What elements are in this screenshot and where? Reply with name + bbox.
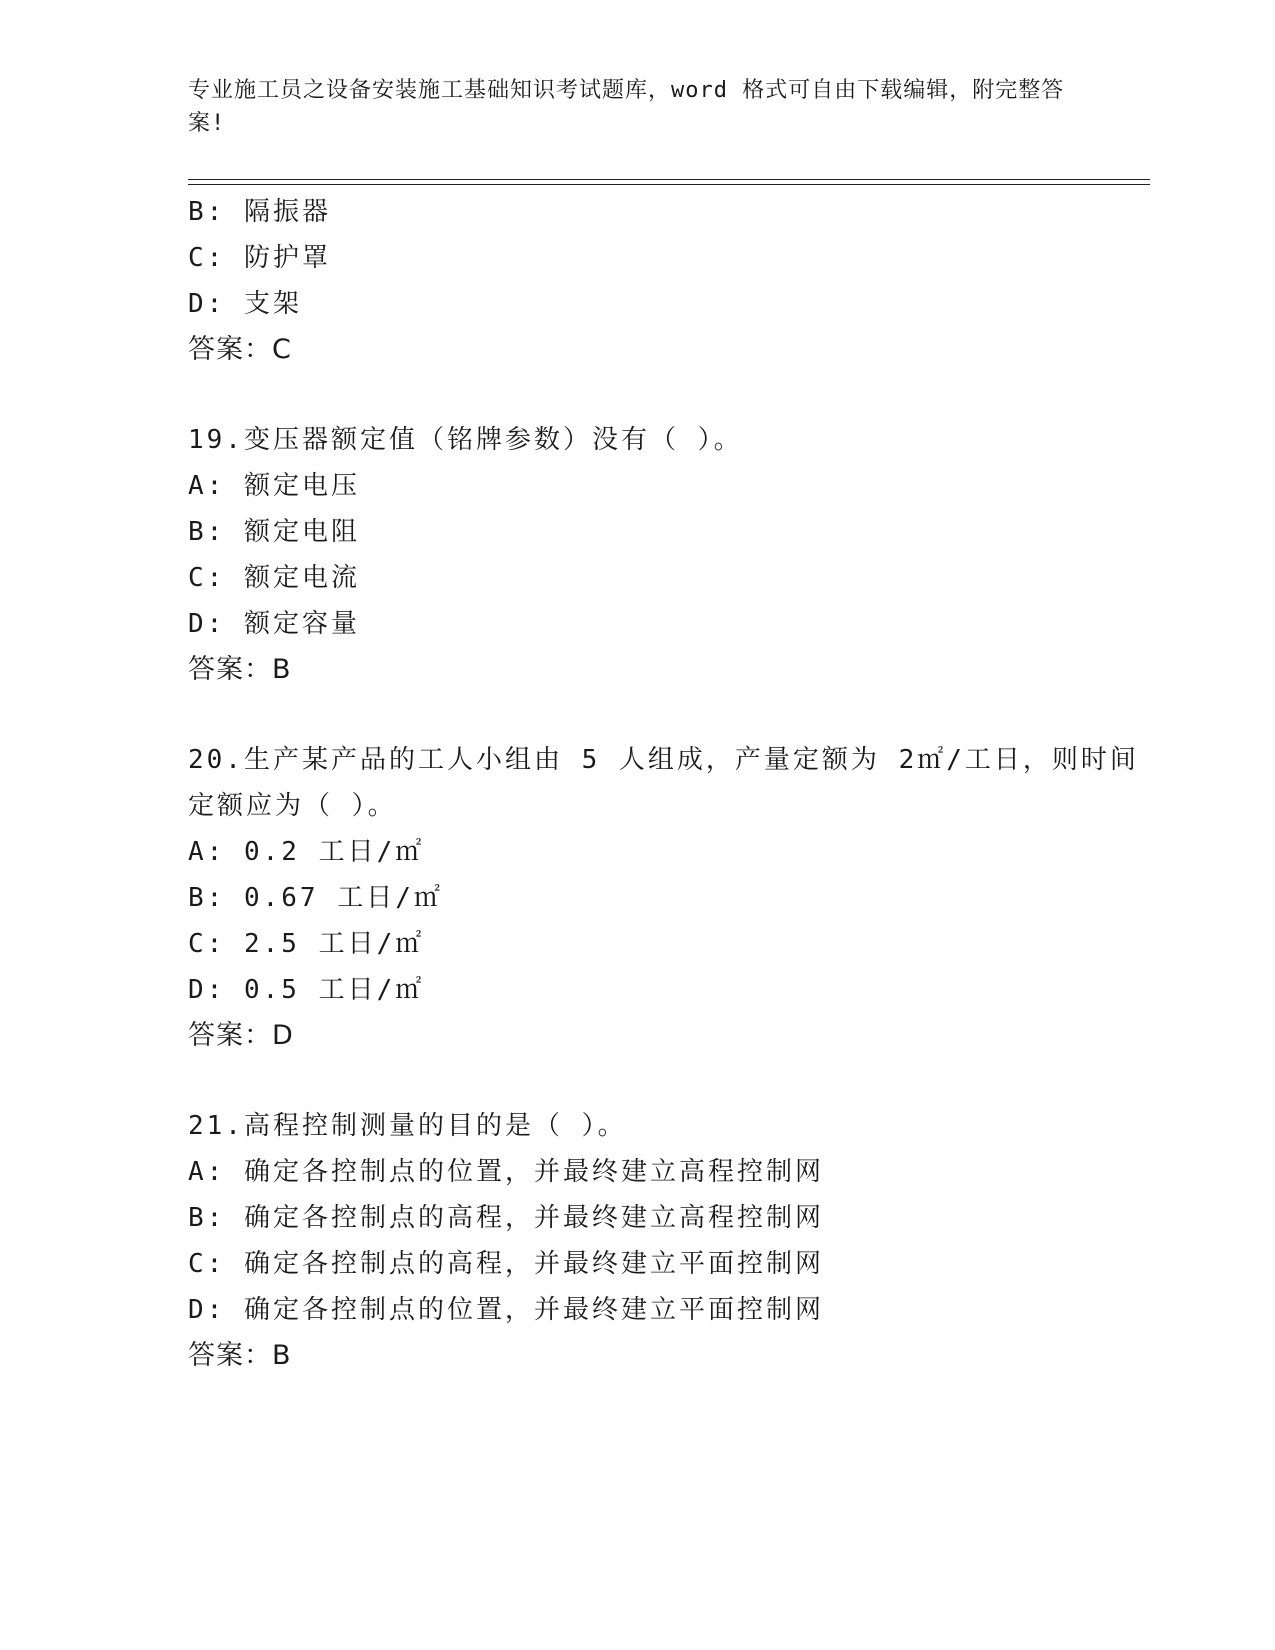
question-list bbox=[188, 189, 1139, 1379]
option-b: B: 0.67 工日/㎡ bbox=[188, 883, 443, 913]
question-text-line-1: 20.生产某产品的工人小组由 5 人组成，产量定额为 2㎡/工日，则时间 bbox=[188, 745, 1139, 775]
option-c: C: 额定电流 bbox=[188, 563, 360, 593]
option-c: C: 2.5 工日/㎡ bbox=[188, 929, 425, 959]
spacer bbox=[188, 693, 1088, 737]
option-d: D: 额定容量 bbox=[188, 609, 360, 639]
question-block-20 bbox=[188, 737, 1139, 1059]
answer-line: 答案：B bbox=[188, 654, 292, 685]
option-b: B: 额定电阻 bbox=[188, 517, 360, 547]
option-d: D: 支架 bbox=[188, 289, 302, 319]
option-a: A: 确定各控制点的位置，并最终建立高程控制网 bbox=[188, 1157, 824, 1187]
question-block-18 bbox=[188, 189, 1088, 373]
question-text-line-2: 定额应为（ ）。 bbox=[188, 791, 397, 821]
option-b: B: 确定各控制点的高程，并最终建立高程控制网 bbox=[188, 1203, 824, 1233]
spacer bbox=[188, 1059, 1088, 1103]
option-a: A: 0.2 工日/㎡ bbox=[188, 837, 425, 867]
question-block-21 bbox=[188, 1103, 1088, 1379]
header-divider-top bbox=[188, 179, 1150, 180]
option-d: D: 确定各控制点的位置，并最终建立平面控制网 bbox=[188, 1295, 824, 1325]
spacer bbox=[188, 373, 1088, 417]
option-c: C: 确定各控制点的高程，并最终建立平面控制网 bbox=[188, 1249, 824, 1279]
answer-line: 答案：C bbox=[188, 334, 292, 365]
answer-line: 答案：B bbox=[188, 1340, 292, 1371]
question-text: 19.变压器额定值（铭牌参数）没有（ ）。 bbox=[188, 425, 743, 455]
option-a: A: 额定电压 bbox=[188, 471, 360, 501]
question-block-19 bbox=[188, 417, 1088, 693]
question-text: 21.高程控制测量的目的是（ ）。 bbox=[188, 1111, 627, 1141]
header-divider-bottom bbox=[188, 184, 1150, 185]
option-b: B: 隔振器 bbox=[188, 197, 331, 227]
option-c: C: 防护罩 bbox=[188, 243, 331, 273]
answer-line: 答案：D bbox=[188, 1020, 294, 1051]
document-header: 专业施工员之设备安装施工基础知识考试题库，word 格式可自由下载编辑，附完整答案! bbox=[188, 78, 1065, 136]
option-d: D: 0.5 工日/㎡ bbox=[188, 975, 425, 1005]
